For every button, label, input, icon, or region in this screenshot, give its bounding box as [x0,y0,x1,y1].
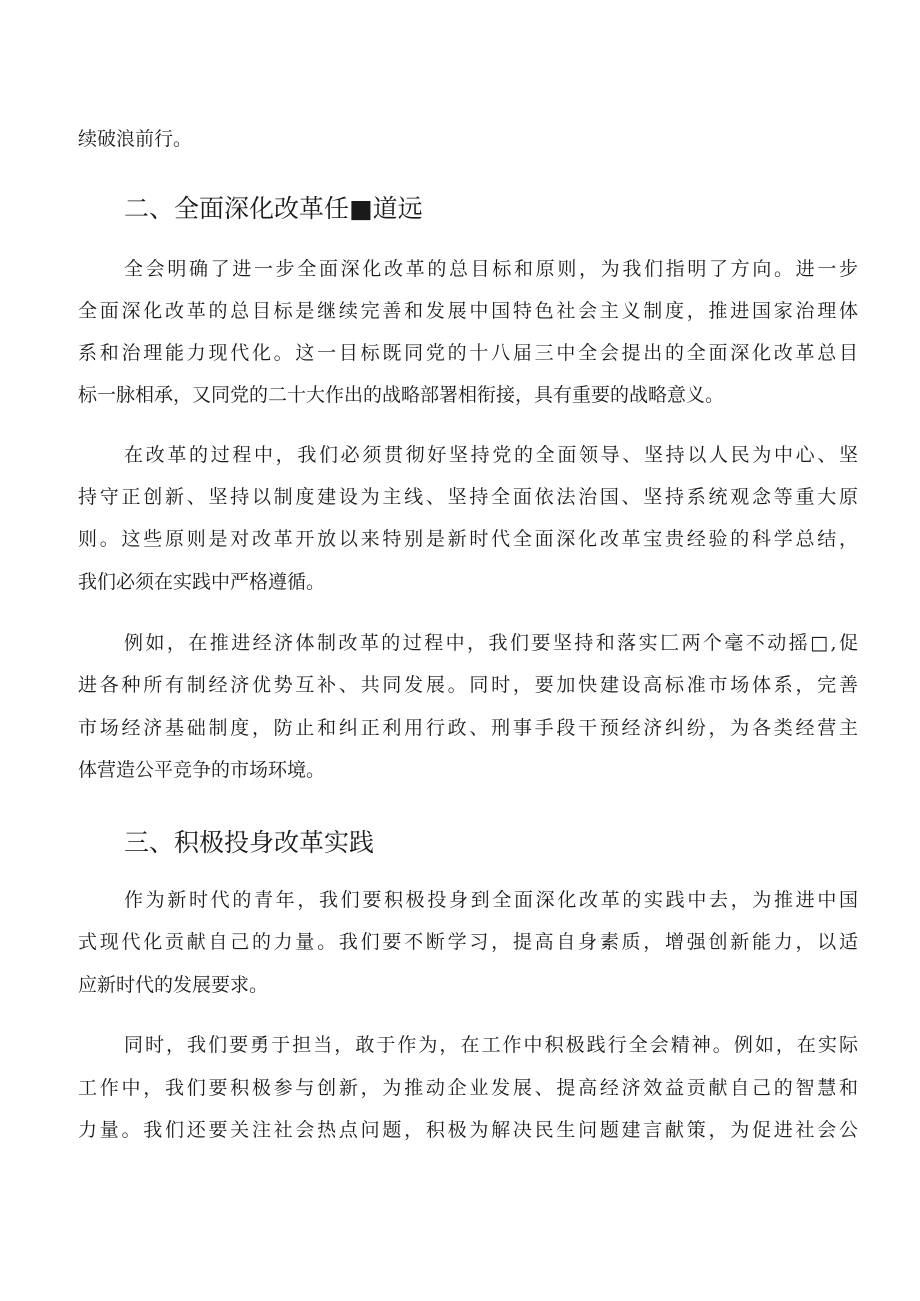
paragraph-line: 进各种所有制经济优势互补、共同发展。同时，要加快建设高标准市场体系，完善 [78,674,858,696]
paragraph-line: 标一脉相承，又同党的二十大作出的战略部署相衔接，具有重要的战略意义。 [78,384,725,406]
paragraph-line: 作为新时代的青年，我们要积极投身到全面深化改革的实践中去，为推进中国 [124,889,858,911]
paragraph-line: 应新时代的发展要求。 [78,974,269,996]
paragraph-line: 市场经济基础制度，防止和纠正利用行政、刑事手段干预经济纠纷，为各类经营主 [78,717,858,739]
paragraph-line: 例如，在推进经济体制改革的过程中，我们要坚持和落实匚两个毫不动摇□,促 [124,632,858,654]
section-heading-3: 三、积极投身改革实践 [124,828,375,857]
paragraph-line: 则。这些原则是对改革开放以来特别是新时代全面深化改革宝贵经验的科学总结， [78,528,858,550]
paragraph-line: 体营造公平竞争的市场环境。 [78,759,326,781]
paragraph-line: 工作中，我们要积极参与创新，为推动企业发展、提高经济效益贡献自己的智慧和 [78,1077,858,1099]
paragraph-line: 续破浪前行。 [78,128,193,150]
paragraph-line: 力量。我们还要关注社会热点问题，积极为解决民生问题建言献策，为促进社会公 [78,1119,858,1141]
paragraph-line: 我们必须在实践中严格遵循。 [78,571,326,593]
paragraph-line: 同时，我们要勇于担当，敢于作为，在工作中积极践行全会精神。例如，在实际 [124,1034,858,1056]
section-heading-2: 二、全面深化改革任■道远 [124,194,423,223]
paragraph-line: 式现代化贡献自己的力量。我们要不断学习，提高自身素质，增强创新能力，以适 [78,931,858,953]
paragraph-line: 在改革的过程中，我们必须贯彻好坚持党的全面领导、坚持以人民为中心、坚 [124,444,858,466]
paragraph-line: 持守正创新、坚持以制度建设为主线、坚持全面依法治国、坚持系统观念等重大原 [78,486,858,508]
paragraph-line: 全面深化改革的总目标是继续完善和发展中国特色社会主义制度，推进国家治理体 [78,300,858,322]
paragraph-line: 系和治理能力现代化。这一目标既同党的十八届三中全会提出的全面深化改革总目 [78,342,858,364]
paragraph-line: 全会明确了进一步全面深化改革的总目标和原则，为我们指明了方向。进一步 [124,258,858,280]
